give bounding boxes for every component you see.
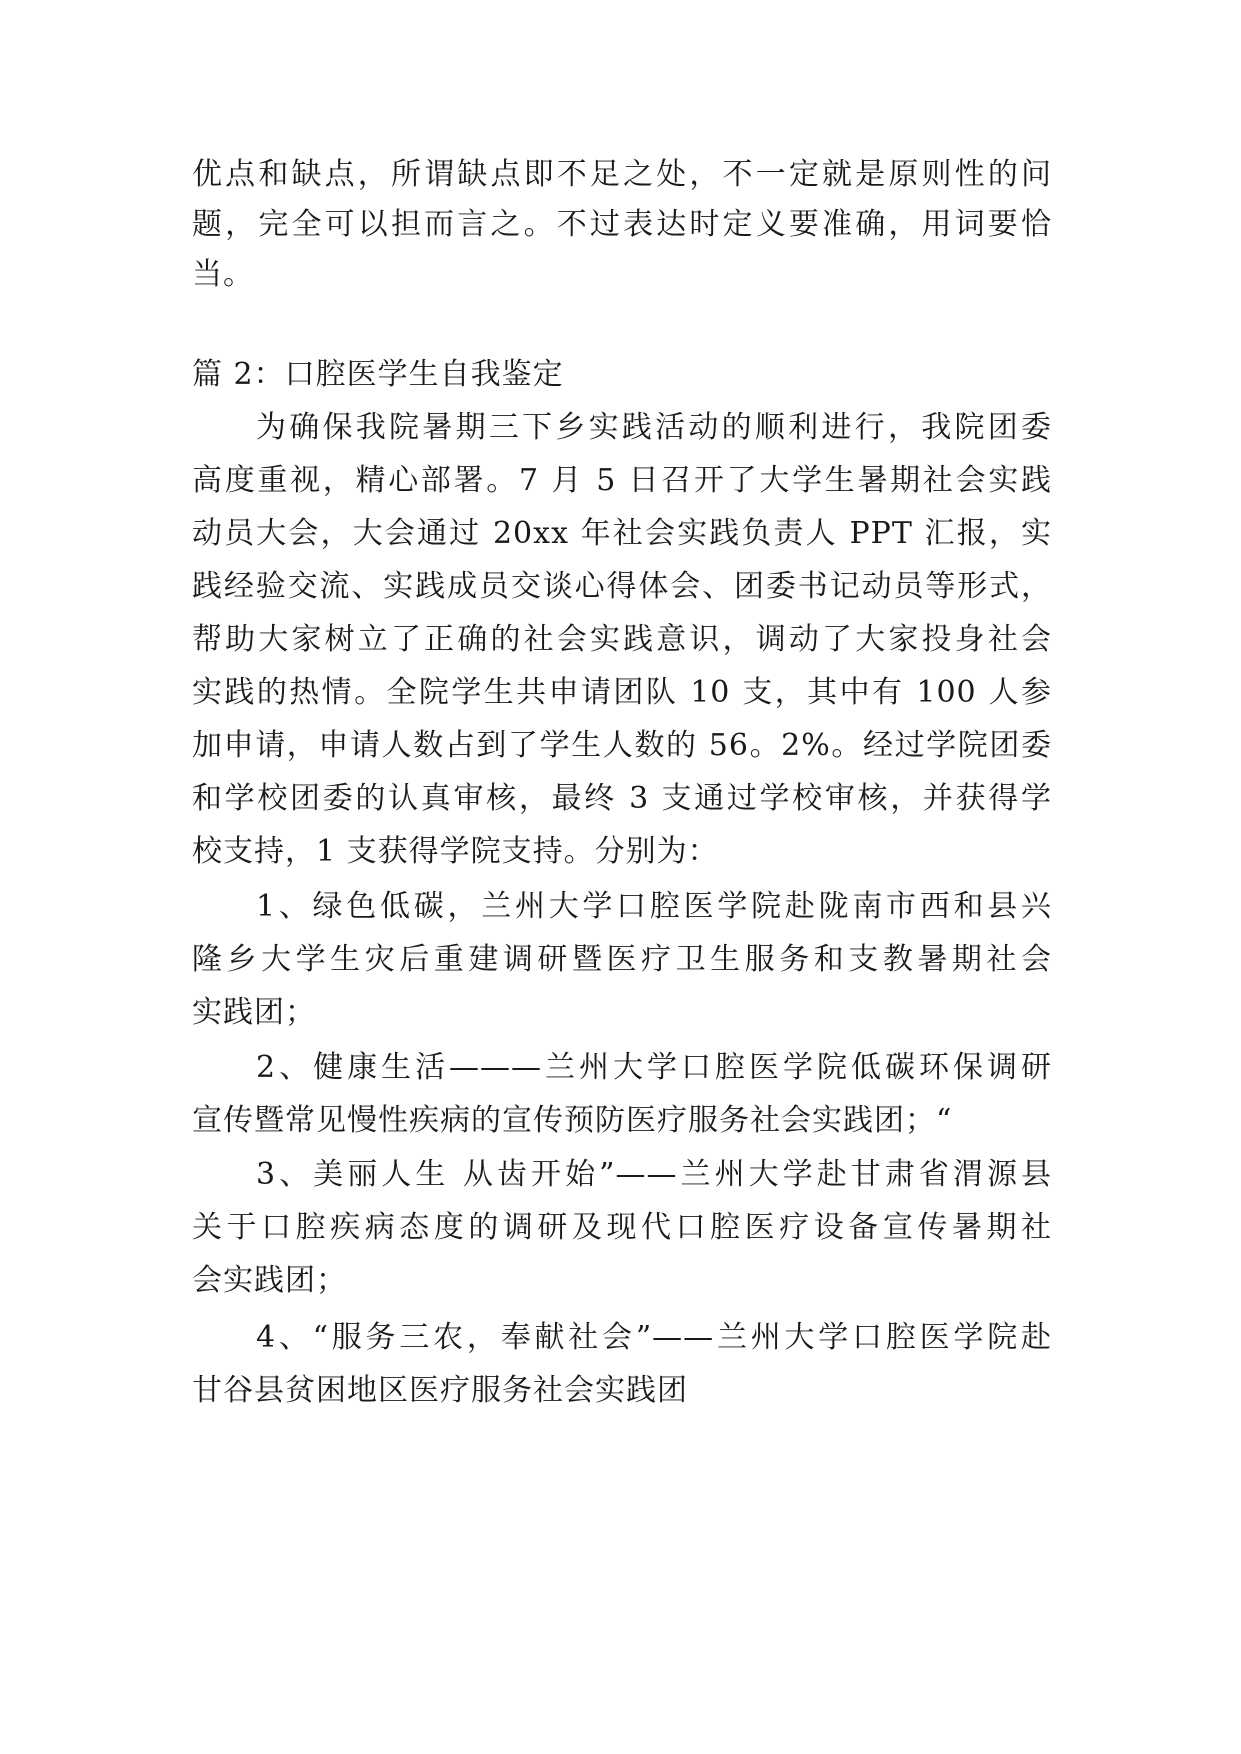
list-item-line: 实践团； xyxy=(192,995,316,1030)
section-heading: 篇 2：口腔医学生自我鉴定 xyxy=(192,357,564,392)
list-item-line: 4、“服务三农，奉献社会”——兰州大学口腔医学院赴 xyxy=(256,1320,1052,1355)
list-item-line: 隆乡大学生灾后重建调研暨医疗卫生服务和支教暑期社会 xyxy=(192,942,1052,977)
text-line: 题，完全可以担而言之。不过表达时定义要准确，用词要恰 xyxy=(192,207,1052,242)
text-line: 优点和缺点，所谓缺点即不足之处，不一定就是原则性的问 xyxy=(192,157,1052,192)
paragraph-line: 和学校团委的认真审核，最终 3 支通过学校审核，并获得学 xyxy=(192,781,1052,816)
list-item-line: 1、绿色低碳，兰州大学口腔医学院赴陇南市西和县兴 xyxy=(256,889,1052,924)
text-line: 当。 xyxy=(192,257,254,292)
list-item-line: 宣传暨常见慢性疾病的宣传预防医疗服务社会实践团；“ xyxy=(192,1103,953,1138)
list-item-line: 3、美丽人生 从齿开始”——兰州大学赴甘肃省渭源县 xyxy=(256,1157,1052,1192)
list-item-line: 会实践团； xyxy=(192,1263,347,1298)
paragraph-line: 高度重视，精心部署。7 月 5 日召开了大学生暑期社会实践 xyxy=(192,463,1052,498)
list-item-line: 2、健康生活———兰州大学口腔医学院低碳环保调研 xyxy=(256,1050,1052,1085)
paragraph-line: 帮助大家树立了正确的社会实践意识，调动了大家投身社会 xyxy=(192,622,1052,657)
paragraph-line: 加申请，申请人数占到了学生人数的 56。2%。经过学院团委 xyxy=(192,728,1052,763)
paragraph-line: 校支持，1 支获得学院支持。分别为： xyxy=(192,834,719,869)
paragraph-line: 为确保我院暑期三下乡实践活动的顺利进行，我院团委 xyxy=(256,410,1052,445)
paragraph-line: 践经验交流、实践成员交谈心得体会、团委书记动员等形式， xyxy=(192,569,1052,604)
paragraph-line: 实践的热情。全院学生共申请团队 10 支，其中有 100 人参 xyxy=(192,675,1052,710)
paragraph-line: 动员大会，大会通过 20xx 年社会实践负责人 PPT 汇报，实 xyxy=(192,516,1052,551)
list-item-line: 甘谷县贫困地区医疗服务社会实践团 xyxy=(192,1373,688,1408)
list-item-line: 关于口腔疾病态度的调研及现代口腔医疗设备宣传暑期社 xyxy=(192,1210,1052,1245)
